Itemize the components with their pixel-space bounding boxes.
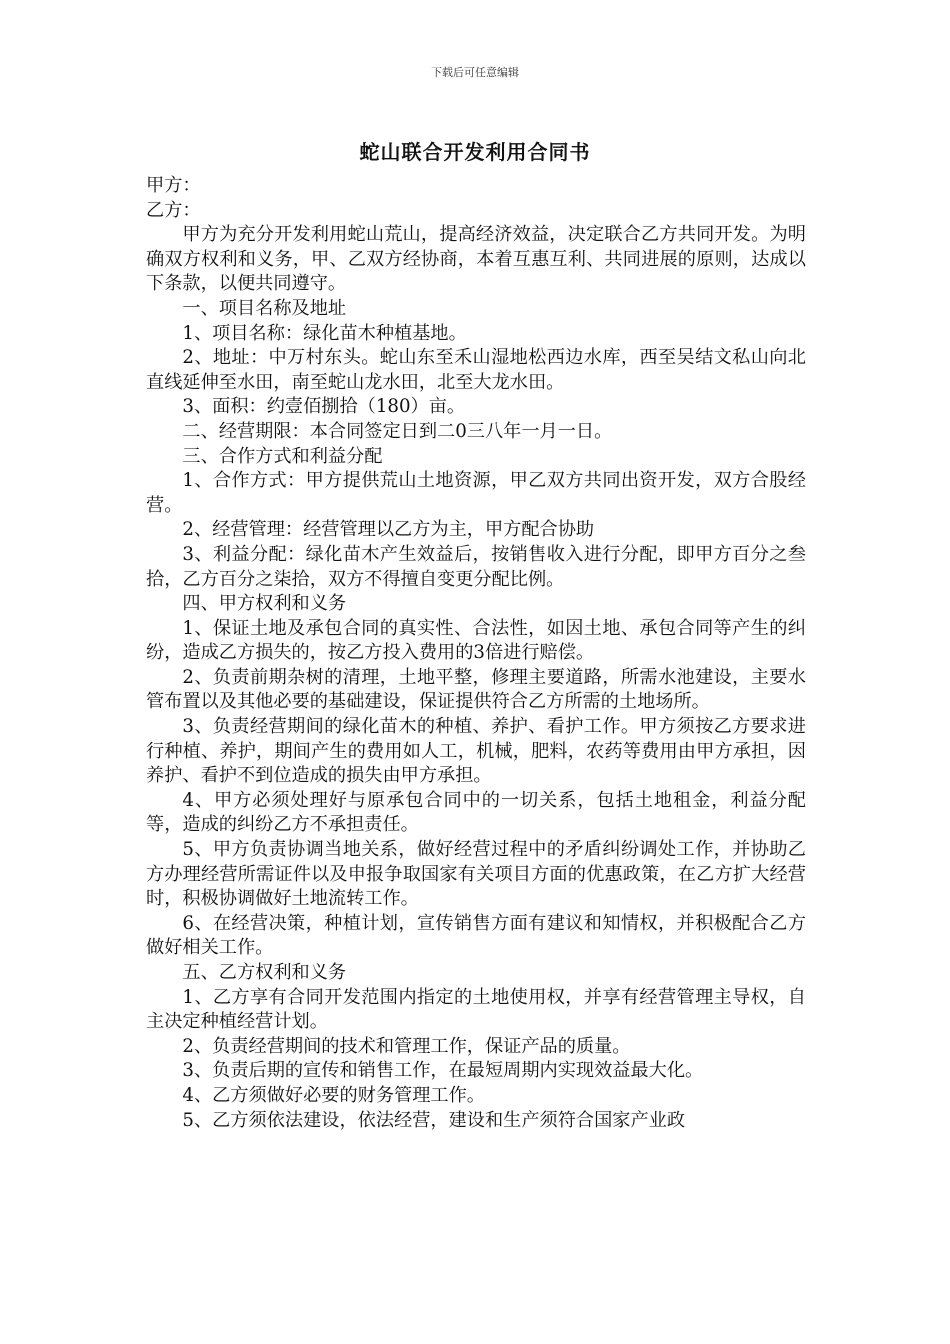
clause-paragraph: 1、合作方式：甲方提供荒山土地资源，甲乙双方共同出资开发，双方合股经营。 xyxy=(146,470,806,516)
clause-paragraph: 1、保证土地及承包合同的真实性、合法性，如因土地、承包合同等产生的纠纷，造成乙方损失的，按乙方投入费用的3倍进行赔偿。 xyxy=(146,617,806,664)
clause-paragraph: 5、乙方须依法建设，依法经营，建设和生产须符合国家产业政 xyxy=(182,1109,686,1131)
clause-paragraph: 2、负责前期杂树的清理，土地平整，修理主要道路，所需水池建设，主要水管布置以及其他必要的基础建设，保证提供符合乙方所需的土地场所。 xyxy=(146,666,806,713)
clause-paragraph: 3、面积：约壹佰捌拾（180）亩。 xyxy=(182,396,466,418)
section-heading: 五、乙方权利和义务 xyxy=(182,962,347,983)
preamble-paragraph: 甲方为充分开发利用蛇山荒山，提高经济效益，决定联合乙方共同开发。为明确双方权利和义务，甲、乙双方经协商，本着互惠互利、共同进展的原则，达成以下条款，以便共同遵守。 xyxy=(146,224,806,295)
clause-paragraph: 4、甲方必须处理好与原承包合同中的一切关系，包括土地租金，利益分配等，造成的纠纷乙方不承担责任。 xyxy=(146,789,806,836)
clause-paragraph: 1、乙方享有合同开发范围内指定的土地使用权，并享有经营管理主导权，自主决定种植经营计划。 xyxy=(146,986,806,1033)
clause-paragraph: 6、在经营决策，种植计划，宣传销售方面有建议和知情权，并积极配合乙方做好相关工作。 xyxy=(146,912,806,959)
section-heading: 四、甲方权利和义务 xyxy=(182,593,347,615)
clause-paragraph: 3、利益分配：绿化苗木产生效益后，按销售收入进行分配，即甲方百分之叁拾，乙方百分之柒拾，双方不得擅自变更分配比例。 xyxy=(146,543,806,590)
clause-paragraph: 3、负责经营期间的绿化苗木的种植、养护、看护工作。甲方须按乙方要求进行种植、养护，期间产生的费用如人工，机械，肥料，农药等费用由甲方承担，因养护、看护不到位造成的损失由甲方承担。 xyxy=(146,716,806,787)
party-b-line: 乙方： xyxy=(146,199,201,221)
section-heading: 三、合作方式和利益分配 xyxy=(182,445,383,467)
clause-paragraph: 3、负责后期的宣传和销售工作，在最短周期内实现效益最大化。 xyxy=(182,1060,704,1082)
document-title: 蛇山联合开发利用合同书 xyxy=(359,140,591,164)
clause-paragraph: 4、乙方须做好必要的财务管理工作。 xyxy=(182,1084,485,1106)
clause-paragraph: 1、项目名称：绿化苗木种植基地。 xyxy=(182,322,467,344)
clause-paragraph: 5、甲方负责协调当地关系，做好经营过程中的矛盾纠纷调处工作，并协助乙方办理经营所需证件以及申报争取国家有关项目方面的优惠政策，在乙方扩大经营时，积极协调做好土地流转工作。 xyxy=(146,839,806,910)
header-note: 下载后可任意编辑 xyxy=(431,66,519,79)
clause-paragraph: 2、经营管理：经营管理以乙方为主，甲方配合协助 xyxy=(182,519,595,541)
section-heading: 一、项目名称及地址 xyxy=(182,297,347,319)
clause-paragraph: 2、地址：中万村东头。蛇山东至禾山湿地松西边水库，西至吴结文私山向北直线延伸至水田，南至蛇山龙水田，北至大龙水田。 xyxy=(146,347,806,393)
clause-paragraph: 2、负责经营期间的技术和管理工作，保证产品的质量。 xyxy=(182,1035,631,1057)
section-heading: 二、经营期限：本合同签定日到二0三八年一月一日。 xyxy=(182,420,613,442)
contract-body xyxy=(146,174,806,1133)
party-a-line: 甲方： xyxy=(146,175,201,196)
